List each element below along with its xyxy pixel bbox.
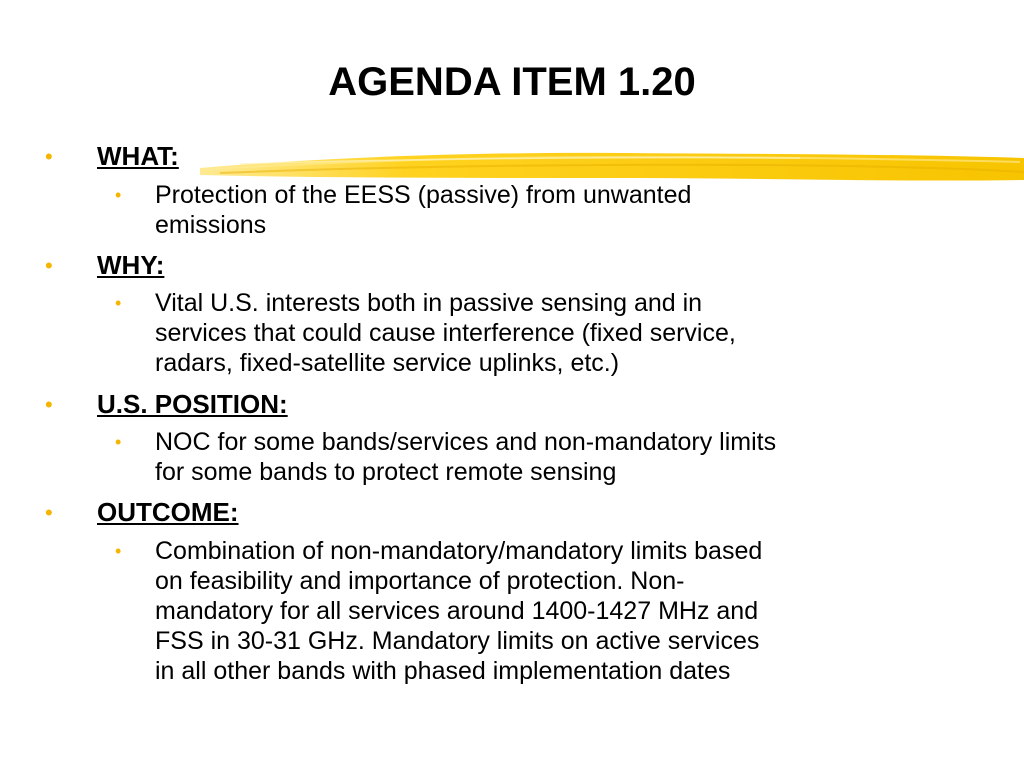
section-bullet-icon: •	[45, 500, 53, 525]
section-bullet-icon: •	[45, 392, 53, 417]
body-line: mandatory for all services around 1400-1427 MHz and	[155, 597, 759, 625]
section-heading-outcome: OUTCOME:	[97, 497, 239, 527]
body-line: FSS in 30-31 GHz. Mandatory limits on active services	[155, 627, 760, 655]
section-bullet-icon: •	[45, 253, 53, 278]
body-line: on feasibility and importance of protection. Non-	[155, 567, 685, 595]
body-line: emissions	[155, 211, 267, 239]
body-line: in all other bands with phased implementation dates	[155, 657, 731, 685]
sub-bullet-icon: •	[115, 541, 122, 561]
body-line: Protection of the EESS (passive) from unwanted	[155, 181, 692, 209]
body-line: NOC for some bands/services and non-mandatory limits	[155, 428, 777, 456]
sub-bullet-icon: •	[115, 432, 122, 452]
sub-bullet-icon: •	[115, 185, 122, 205]
body-line: Vital U.S. interests both in passive sensing and in	[155, 289, 703, 317]
sub-bullet-icon: •	[115, 293, 122, 313]
body-line: services that could cause interference (fixed service,	[155, 319, 736, 347]
body-line: radars, fixed-satellite service uplinks, etc.)	[155, 349, 620, 377]
slide-title: AGENDA ITEM 1.20	[328, 60, 696, 104]
section-body-outcome	[155, 536, 955, 686]
section-heading-us-position: U.S. POSITION:	[97, 389, 288, 419]
body-line: Combination of non-mandatory/mandatory limits based	[155, 537, 763, 565]
section-heading-what: WHAT:	[97, 141, 179, 171]
section-body-what	[155, 180, 955, 240]
section-heading-why: WHY:	[97, 250, 165, 280]
body-line: for some bands to protect remote sensing	[155, 458, 617, 486]
section-body-us-position	[155, 427, 955, 487]
section-bullet-icon: •	[45, 144, 53, 169]
section-body-why	[155, 288, 955, 378]
